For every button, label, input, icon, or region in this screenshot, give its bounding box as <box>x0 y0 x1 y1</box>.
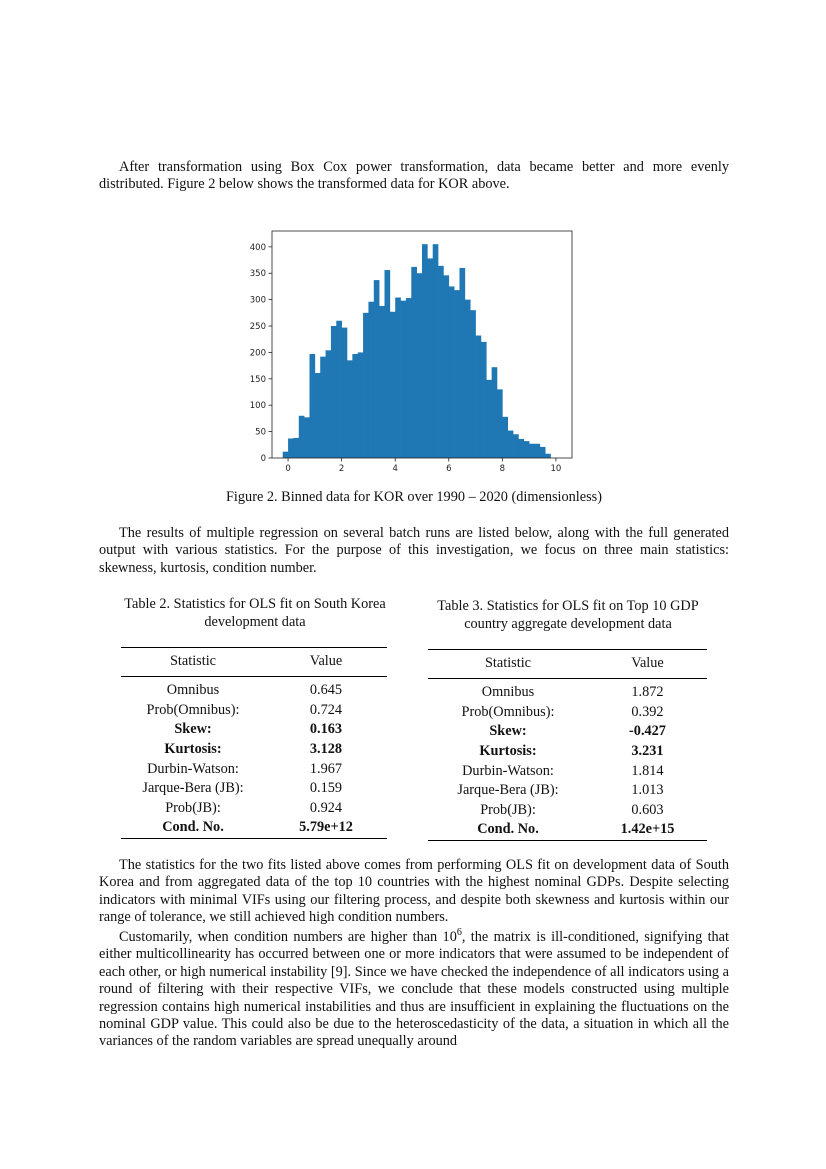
histogram-bar <box>304 417 310 458</box>
table2-row-value: 0.159 <box>309 780 343 797</box>
histogram-bar <box>336 321 342 458</box>
table3-ols-top10-gdp <box>428 649 707 841</box>
table2-header-value: Value <box>309 652 343 669</box>
table3-row-label: Skew: <box>489 723 527 740</box>
table-row <box>428 781 707 801</box>
histogram-bar <box>508 431 514 458</box>
histogram-bar <box>497 389 503 458</box>
paragraph-condition-numbers-text-a: Customarily, when condition numbers are higher than 10 <box>119 929 457 945</box>
paragraph-statistics-discussion <box>99 857 729 927</box>
table3-header-row <box>428 650 707 679</box>
histogram-bar <box>374 280 380 458</box>
histogram-bar <box>385 270 391 458</box>
histogram-bar <box>331 326 337 458</box>
histogram-bar <box>529 444 535 458</box>
table-row <box>428 820 707 840</box>
table3-row-value: 1.872 <box>631 684 664 701</box>
histogram-bar <box>417 273 423 458</box>
histogram-bar <box>433 244 439 458</box>
histogram-bar <box>310 354 316 458</box>
table2-row-value: 0.724 <box>309 701 343 718</box>
table-row <box>428 761 707 781</box>
y-tick-label: 350 <box>249 269 266 280</box>
histogram-bar <box>545 454 551 458</box>
table2-row-label: Jarque-Bera (JB): <box>142 780 244 797</box>
table3-row-label: Omnibus <box>481 684 535 701</box>
histogram-bar <box>518 439 524 458</box>
y-axis-ticks <box>250 243 272 464</box>
histogram-bar <box>379 306 385 458</box>
paragraph-transformation-text: After transformation using Box Cox power transformation, data became better and more evenly distributed. Figure 2 below shows the transformed data for KOR above. <box>99 159 729 193</box>
table2-row-value: 0.645 <box>309 682 343 699</box>
table3-row-label: Jarque-Bera (JB): <box>457 782 559 799</box>
y-tick-label: 150 <box>249 374 266 385</box>
x-tick-label: 4 <box>392 464 398 474</box>
table-row <box>428 722 707 742</box>
histogram-bar <box>470 310 476 458</box>
histogram-bar <box>293 438 299 458</box>
table2-row-label: Kurtosis: <box>164 741 222 758</box>
paragraph-results <box>99 525 729 577</box>
histogram-bar <box>368 302 374 458</box>
table3-header-statistic: Statistic <box>484 654 532 671</box>
table-row <box>121 779 387 799</box>
figure-caption: Figure 2. Binned data for KOR over 1990 – 2020 (dimensionless) <box>225 489 603 505</box>
histogram-bar <box>481 342 487 458</box>
table2-ols-south-korea <box>121 647 387 839</box>
histogram-bar <box>465 300 471 458</box>
exponent-superscript: 6 <box>456 927 462 938</box>
table-row <box>121 677 387 701</box>
table-row <box>121 720 387 740</box>
paragraph-statistics-discussion-text: The statistics for the two fits listed above comes from performing OLS fit on development data of South Korea and from aggregated data of the top 10 countries with the highest nominal GDPs. Despite selecting indicators with minimal VIFs using our filtering process, and despite both skewness and kurtosis within our range of tolerance, we still achieved high condition numbers. <box>99 857 729 926</box>
histogram-bar <box>315 373 321 458</box>
histogram-bar <box>513 434 519 458</box>
paragraph-transformation <box>99 159 729 194</box>
table3-row-value: 0.392 <box>631 703 664 720</box>
histogram-bar <box>460 268 466 458</box>
table2-row-label: Omnibus <box>166 682 220 699</box>
histogram-bar <box>540 447 546 458</box>
histogram-bar <box>411 267 417 458</box>
table-row <box>428 703 707 723</box>
table3-row-label: Prob(JB): <box>480 801 536 818</box>
table2-header-row <box>121 648 387 677</box>
y-tick-label: 250 <box>249 322 266 333</box>
histogram-bar <box>395 298 401 458</box>
histogram-figure <box>232 224 582 474</box>
y-tick-label: 50 <box>255 427 266 438</box>
histogram-bar <box>427 258 433 458</box>
table2-header-statistic: Statistic <box>169 652 217 669</box>
y-tick-label: 300 <box>249 295 266 306</box>
table-row <box>121 818 387 838</box>
histogram-bar <box>283 452 289 458</box>
table3-caption: Table 3. Statistics for OLS fit on Top 10 GDP country aggregate development data <box>437 598 699 632</box>
histogram-bars <box>283 244 551 458</box>
table2-row-value: 0.163 <box>309 721 343 738</box>
table-row <box>121 740 387 760</box>
table3-row-value: 1.42e+15 <box>620 821 675 838</box>
histogram-bar <box>352 354 358 458</box>
histogram-bar <box>320 357 326 458</box>
paragraph-condition-numbers <box>99 929 729 1051</box>
table3-row-value: 1.814 <box>631 762 664 779</box>
y-tick-label: 0 <box>260 454 266 464</box>
histogram-bar <box>454 290 460 458</box>
histogram-bar <box>363 313 369 458</box>
y-tick-label: 200 <box>249 348 266 359</box>
table3-row-label: Prob(Omnibus): <box>461 703 555 720</box>
histogram-bar <box>492 367 498 458</box>
histogram-bar <box>299 416 305 458</box>
x-tick-label: 10 <box>550 464 562 474</box>
x-tick-label: 8 <box>499 464 506 474</box>
table-row <box>121 701 387 721</box>
x-tick-label: 6 <box>446 464 452 474</box>
histogram-bar <box>422 244 428 458</box>
histogram-bar <box>449 286 455 458</box>
table-row <box>428 679 707 703</box>
table3-row-value: 3.231 <box>631 743 664 760</box>
table2-row-label: Prob(JB): <box>165 799 221 816</box>
table-row <box>428 801 707 821</box>
table2-row-value: 5.79e+12 <box>299 819 353 836</box>
table3-row-label: Durbin-Watson: <box>462 762 554 779</box>
histogram-bar <box>535 444 541 458</box>
y-tick-label: 400 <box>249 242 266 253</box>
histogram-bar <box>524 441 530 458</box>
table3-header-value: Value <box>631 654 664 671</box>
x-tick-label: 0 <box>285 464 291 474</box>
table2-row-label: Skew: <box>174 721 212 738</box>
histogram-bar <box>406 298 412 458</box>
table2-row-value: 3.128 <box>309 741 343 758</box>
table2-caption: Table 2. Statistics for OLS fit on South Korea development data <box>124 596 386 630</box>
x-axis-ticks <box>285 458 561 474</box>
histogram-bar <box>347 360 353 458</box>
table2-row-label: Prob(Omnibus): <box>146 701 240 718</box>
histogram-bar <box>438 266 444 458</box>
table-row <box>428 742 707 762</box>
table3-row-label: Kurtosis: <box>479 743 537 760</box>
table3-row-value: -0.427 <box>629 723 666 740</box>
table3-row-label: Cond. No. <box>477 821 539 838</box>
table2-row-value: 0.924 <box>309 799 343 816</box>
histogram-bar <box>342 328 348 458</box>
histogram-bar <box>486 380 492 458</box>
table3-row-value: 0.603 <box>631 801 664 818</box>
table3-row-value: 1.013 <box>631 782 664 799</box>
table-row <box>121 799 387 819</box>
histogram-bar <box>288 438 294 458</box>
histogram-bar <box>401 301 407 458</box>
table-row <box>121 759 387 779</box>
paragraph-condition-numbers-text-b: , the matrix is ill-conditioned, signifying that either multicollinearity has occurred between one or more indicators that were assumed to be independent of each other, or high numerical instability [9]. Since we have checked the independence of all indicators using a round of filtering with their respective VIFs, we conclude that these models constructed using multiple regression contains high numerical instabilities and thus are insufficient in explaining the fluctuations on the nominal GDP value. This could also be due to the heteroscedasticity of the data, a situation in which all the variances of the random variables are spread unequally around <box>99 929 730 1050</box>
histogram-bar <box>326 350 332 458</box>
histogram-bar <box>502 417 508 458</box>
x-tick-label: 2 <box>338 464 345 474</box>
table2-row-label: Cond. No. <box>162 819 224 836</box>
paragraph-results-text: The results of multiple regression on several batch runs are listed below, along with the full generated output with various statistics. For the purpose of this investigation, we focus on three main statistics: skewness, kurtosis, condition number. <box>99 525 729 576</box>
histogram-bar <box>476 336 482 458</box>
histogram-bar <box>390 312 396 458</box>
table2-row-value: 1.967 <box>309 760 343 777</box>
table2-row-label: Durbin-Watson: <box>147 760 239 777</box>
y-tick-label: 100 <box>249 401 266 412</box>
histogram-bar <box>358 352 364 458</box>
histogram-bar <box>443 275 449 458</box>
